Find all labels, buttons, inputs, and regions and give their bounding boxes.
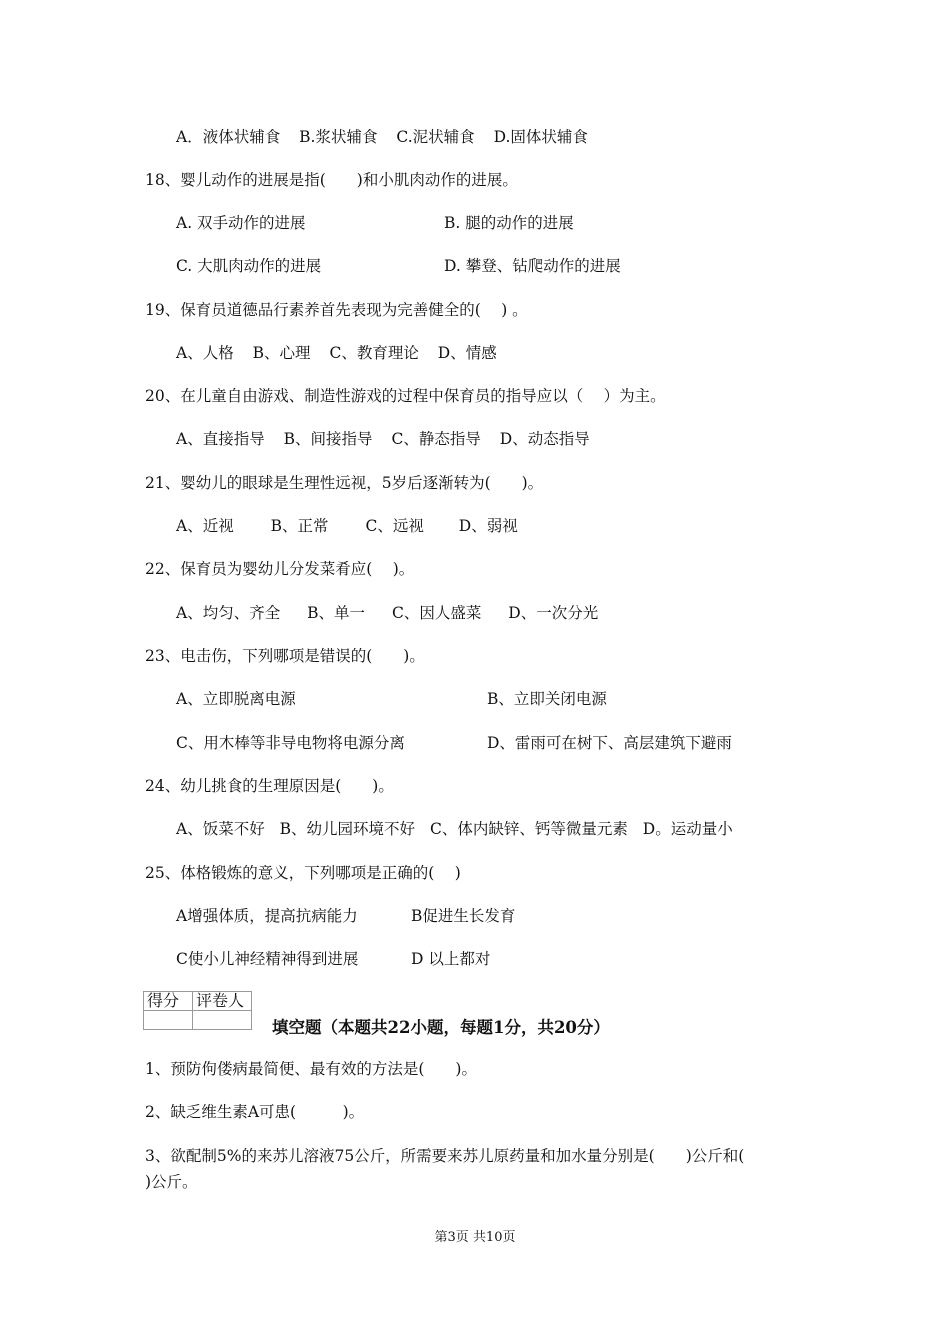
q17-option-a: A．液体状辅食 [176, 128, 281, 146]
section-title: 填空题（本题共22小题，每题1分，共20分） [272, 1018, 610, 1037]
q25-stem: 25、体格锻炼的意义，下列哪项是正确的( ) [145, 864, 461, 882]
q25-option-c: C使小儿神经精神得到进展 [176, 950, 359, 968]
q18-option-b: B. 腿的动作的进展 [444, 214, 574, 232]
q22-option-b: B、单一 [307, 604, 366, 622]
q24-options [176, 819, 747, 839]
q20-options [176, 429, 604, 449]
q24-option-d: D。运动量小 [642, 820, 733, 838]
q24-option-c: C、体内缺锌、钙等微量元素 [429, 820, 628, 838]
q21-option-c: C、远视 [365, 517, 424, 535]
q17-options [176, 127, 602, 147]
page-footer: 第3页 共10页 [434, 1230, 516, 1245]
q19-option-b: B、心理 [252, 344, 311, 362]
q20-option-c: C、静态指导 [391, 430, 481, 448]
q25-option-a: A增强体质，提高抗病能力 [176, 907, 358, 925]
q18-stem: 18、婴儿动作的进展是指( )和小肌肉动作的进展。 [145, 171, 518, 189]
q20-option-d: D、动态指导 [499, 430, 590, 448]
q17-option-d: D.固体状辅食 [493, 128, 588, 146]
q21-options [176, 516, 532, 536]
fill-blank-1: 1、预防佝偻病最简便、最有效的方法是( )。 [145, 1060, 477, 1078]
q19-options [176, 343, 511, 363]
q22-options [176, 603, 612, 623]
q20-option-b: B、间接指导 [283, 430, 373, 448]
grader-cell [193, 1011, 252, 1030]
fill-blank-2: 2、缺乏维生素A可患( )。 [145, 1103, 365, 1121]
q22-option-c: C、因人盛菜 [391, 604, 482, 622]
q24-option-a: A、饭菜不好 [176, 820, 265, 838]
q25-option-b: B促进生长发育 [411, 907, 516, 925]
q19-stem: 19、保育员道德品行素养首先表现为完善健全的( ) 。 [145, 301, 528, 319]
fill-blank-3-continued: )公斤。 [145, 1173, 198, 1191]
q21-option-b: B、正常 [270, 517, 329, 535]
q17-option-c: C.泥状辅食 [396, 128, 475, 146]
q19-option-c: C、教育理论 [329, 344, 419, 362]
q18-option-c: C. 大肌肉动作的进展 [176, 257, 322, 275]
q19-option-a: A、人格 [176, 344, 234, 362]
q21-option-a: A、近视 [176, 517, 234, 535]
q22-option-d: D、一次分光 [508, 604, 599, 622]
q24-option-b: B、幼儿园环境不好 [279, 820, 416, 838]
grader-label: 评卷人 [193, 992, 252, 1011]
score-cell [144, 1011, 193, 1030]
q20-stem: 20、在儿童自由游戏、制造性游戏的过程中保育员的指导应以（ ）为主。 [145, 387, 666, 405]
q22-stem: 22、保育员为婴幼儿分发菜肴应( )。 [145, 560, 415, 578]
fill-blank-3: 3、欲配制5%的来苏儿溶液75公斤，所需要来苏儿原药量和加水量分别是( )公斤和( [145, 1147, 745, 1165]
q23-option-d: D、雷雨可在树下、高层建筑下避雨 [487, 734, 732, 752]
q21-option-d: D、弱视 [458, 517, 518, 535]
q20-option-a: A、直接指导 [176, 430, 265, 448]
q23-option-c: C、用木棒等非导电物将电源分离 [176, 734, 405, 752]
q23-stem: 23、电击伤，下列哪项是错误的( )。 [145, 647, 425, 665]
q21-stem: 21、婴幼儿的眼球是生理性远视，5岁后逐渐转为( )。 [145, 474, 544, 492]
q24-stem: 24、幼儿挑食的生理原因是( )。 [145, 777, 394, 795]
q19-option-d: D、情感 [437, 344, 497, 362]
q17-option-b: B.浆状辅食 [299, 128, 378, 146]
q23-option-a: A、立即脱离电源 [176, 690, 296, 708]
q18-option-a: A. 双手动作的进展 [176, 214, 306, 232]
score-label: 得分 [144, 992, 193, 1011]
q18-option-d: D. 攀登、钻爬动作的进展 [444, 257, 621, 275]
score-table [143, 991, 252, 1030]
q22-option-a: A、均匀、齐全 [176, 604, 281, 622]
q25-option-d: D 以上都对 [411, 950, 491, 968]
q23-option-b: B、立即关闭电源 [487, 690, 607, 708]
